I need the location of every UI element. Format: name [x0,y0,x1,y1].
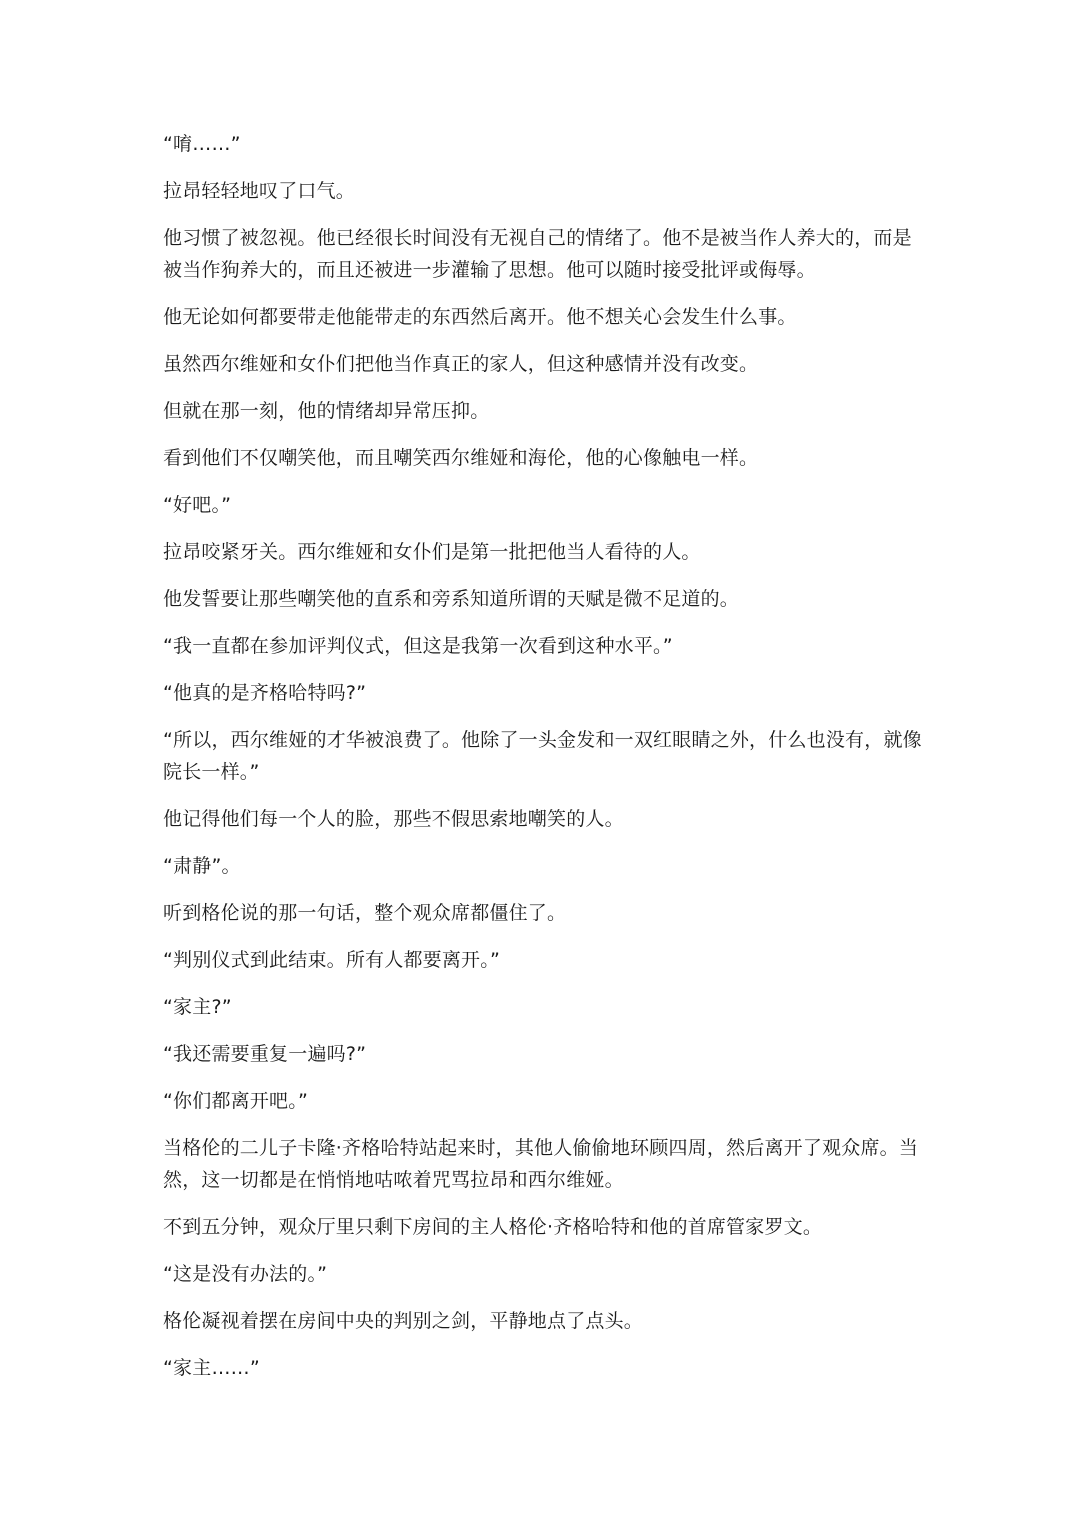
paragraph: 他发誓要让那些嘲笑他的直系和旁系知道所谓的天赋是微不足道的。 [163,588,740,610]
paragraph: 拉昂咬紧牙关。西尔维娅和女仆们是第一批把他当人看待的人。 [163,541,701,563]
paragraph: 他记得他们每一个人的脸，那些不假思索地嘲笑的人。 [163,808,624,830]
paragraph: “我还需要重复一遍吗?” [163,1043,367,1065]
document-body [163,128,923,1399]
paragraph: “这是没有办法的。” [163,1263,328,1285]
paragraph: “我一直都在参加评判仪式，但这是我第一次看到这种水平。” [163,635,673,657]
paragraph: 他习惯了被忽视。他已经很长时间没有无视自己的情绪了。他不是被当作人养大的，而是被当作狗养大的，而且还被进一步灌输了思想。他可以随时接受批评或侮辱。 [163,227,912,281]
paragraph: 虽然西尔维娅和女仆们把他当作真正的家人，但这种感情并没有改变。 [163,353,759,375]
paragraph: “家主?” [163,996,232,1018]
paragraph: 但就在那一刻，他的情绪却异常压抑。 [163,400,490,422]
paragraph: “所以，西尔维娅的才华被浪费了。他除了一头金发和一双红眼睛之外，什么也没有，就像院长一样。” [163,729,922,783]
paragraph: 看到他们不仅嘲笑他，而且嘲笑西尔维娅和海伦，他的心像触电一样。 [163,447,759,469]
paragraph: “判别仪式到此结束。所有人都要离开。” [163,949,500,971]
paragraph: “肃静”。 [163,855,241,877]
paragraph: 不到五分钟，观众厅里只剩下房间的主人格伦·齐格哈特和他的首席管家罗文。 [163,1216,823,1238]
paragraph: “好吧。” [163,494,232,516]
paragraph: “他真的是齐格哈特吗?” [163,682,367,704]
paragraph: 格伦凝视着摆在房间中央的判别之剑，平静地点了点头。 [163,1310,644,1332]
paragraph: 当格伦的二儿子卡隆·齐格哈特站起来时，其他人偷偷地环顾四周，然后离开了观众席。当然，这一切都是在悄悄地咕哝着咒骂拉昂和西尔维娅。 [163,1137,919,1191]
paragraph: “家主……” [163,1357,260,1379]
paragraph: 听到格伦说的那一句话，整个观众席都僵住了。 [163,902,567,924]
paragraph: 他无论如何都要带走他能带走的东西然后离开。他不想关心会发生什么事。 [163,306,797,328]
paragraph: “你们都离开吧。” [163,1090,308,1112]
paragraph: “唷……” [163,133,241,155]
paragraph: 拉昂轻轻地叹了口气。 [163,180,356,202]
